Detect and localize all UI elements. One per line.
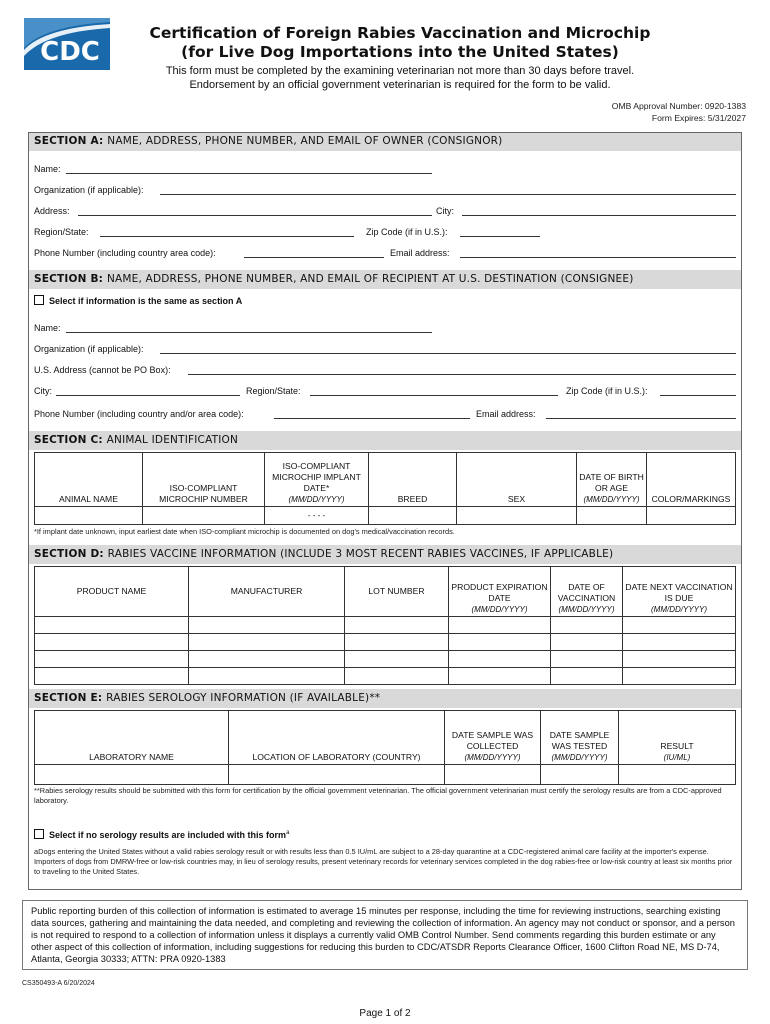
same-as-a-option[interactable] xyxy=(34,295,242,306)
vaccine-table-header xyxy=(35,567,736,617)
vaccine-cell[interactable] xyxy=(449,668,551,685)
col-vaccination-date xyxy=(551,567,623,617)
col-date-collected xyxy=(445,711,541,765)
serology-cell[interactable] xyxy=(35,765,229,785)
form-code: CS350493-A 6/20/2024 xyxy=(22,980,95,987)
col-expiration-date-label: PRODUCT EXPIRATION DATE xyxy=(451,582,548,603)
col-vaccination-date-label: DATE OF VACCINATION xyxy=(557,582,616,603)
vaccine-cell[interactable] xyxy=(623,617,736,634)
recipient-phone-label: Phone Number (including country and/or area code): xyxy=(34,409,244,419)
color-markings-cell[interactable] xyxy=(647,507,736,525)
col-manufacturer: MANUFACTURER xyxy=(189,567,345,617)
recipient-city-label: City: xyxy=(34,386,52,396)
recipient-organization-label: Organization (if applicable): xyxy=(34,344,144,354)
col-vaccination-date-format: (MM/DD/YYYY) xyxy=(558,605,615,614)
serology-cell[interactable] xyxy=(541,765,619,785)
vaccine-cell[interactable] xyxy=(623,651,736,668)
col-result-unit: (IU/ML) xyxy=(663,753,691,762)
section-c-heading xyxy=(28,431,742,450)
col-date-collected-label: DATE SAMPLE WAS COLLECTED xyxy=(451,730,534,751)
col-color-markings: COLOR/MARKINGS xyxy=(647,453,736,507)
form-expiration: Form Expires: 5/31/2027 xyxy=(651,113,746,123)
col-expiration-date xyxy=(449,567,551,617)
owner-region-label: Region/State: xyxy=(34,227,89,237)
vaccine-cell[interactable] xyxy=(345,617,449,634)
vaccine-cell[interactable] xyxy=(189,617,345,634)
col-breed: BREED xyxy=(369,453,457,507)
serology-cell[interactable] xyxy=(445,765,541,785)
section-d-heading xyxy=(28,545,742,564)
recipient-name-label: Name: xyxy=(34,323,61,333)
vaccine-cell[interactable] xyxy=(35,634,189,651)
section-a-title: NAME, ADDRESS, PHONE NUMBER, AND EMAIL OF OWNER (CONSIGNOR) xyxy=(107,135,503,147)
implant-date-cell[interactable]: - - - - xyxy=(265,507,369,525)
vaccine-cell[interactable] xyxy=(551,668,623,685)
owner-region-field[interactable] xyxy=(100,236,354,237)
omb-number: OMB Approval Number: 0920-1383 xyxy=(611,101,746,111)
serology-table-row xyxy=(35,765,736,785)
vaccine-table-row xyxy=(35,634,736,651)
col-dob-label: DATE OF BIRTH OR AGE xyxy=(579,472,644,493)
col-result-label: RESULT xyxy=(660,741,694,751)
col-expiration-date-format: (MM/DD/YYYY) xyxy=(471,605,528,614)
owner-name-field[interactable] xyxy=(66,173,432,174)
serology-cell[interactable] xyxy=(619,765,736,785)
serology-table-header xyxy=(35,711,736,765)
vaccine-cell[interactable] xyxy=(449,617,551,634)
vaccine-cell[interactable] xyxy=(345,634,449,651)
vaccine-cell[interactable] xyxy=(551,617,623,634)
section-b-prefix: SECTION B: xyxy=(34,273,104,285)
animal-table-row xyxy=(35,507,736,525)
vaccine-cell[interactable] xyxy=(623,634,736,651)
vaccine-cell[interactable] xyxy=(189,668,345,685)
section-b xyxy=(28,270,742,289)
vaccine-table-row xyxy=(35,651,736,668)
serology-table xyxy=(34,710,736,785)
cdc-logo xyxy=(24,18,110,70)
breed-cell[interactable] xyxy=(369,507,457,525)
col-product-name: PRODUCT NAME xyxy=(35,567,189,617)
section-d xyxy=(28,545,742,564)
col-laboratory-location: LOCATION OF LABORATORY (COUNTRY) xyxy=(229,711,445,765)
form-instructions xyxy=(100,64,700,92)
owner-address-field[interactable] xyxy=(78,215,432,216)
vaccine-cell[interactable] xyxy=(551,634,623,651)
instruction-line-2: Endorsement by an official government veterinarian is required for the form to be valid. xyxy=(189,79,611,91)
no-serology-label: Select if no serology results are included with this form xyxy=(49,830,287,840)
form-title xyxy=(120,24,680,62)
col-date-tested-label: DATE SAMPLE WAS TESTED xyxy=(549,730,610,751)
owner-zip-field[interactable] xyxy=(460,236,540,237)
section-e-prefix: SECTION E: xyxy=(34,692,103,704)
owner-address-label: Address: xyxy=(34,206,70,216)
quarantine-footnote: aDogs entering the United States without a valid rabies serology result or with results less than 0.5 IU/mL are subject to a 28-day quarantine at a CDC-registered animal care facility at the importer's expense. Importers of dogs from DMRW-free or low-risk countries may, in lieu of serology results, present veterinary records for veterinary services completed in the dog rabies-free or low-risk country at least six months prior to traveling to the United States. xyxy=(34,847,733,876)
vaccine-cell[interactable] xyxy=(189,651,345,668)
recipient-region-field[interactable] xyxy=(310,395,558,396)
col-laboratory-name: LABORATORY NAME xyxy=(35,711,229,765)
col-date-tested-format: (MM/DD/YYYY) xyxy=(551,753,608,762)
vaccine-cell[interactable] xyxy=(551,651,623,668)
animal-table-header xyxy=(35,453,736,507)
recipient-zip-field[interactable] xyxy=(660,395,736,396)
col-implant-date-label: ISO-COMPLIANT MICROCHIP IMPLANT DATE* xyxy=(272,461,361,493)
recipient-name-field[interactable] xyxy=(66,332,432,333)
vaccine-cell[interactable] xyxy=(449,651,551,668)
recipient-address-label: U.S. Address (cannot be PO Box): xyxy=(34,365,171,375)
section-c xyxy=(28,431,742,450)
section-e-title: RABIES SEROLOGY INFORMATION (IF AVAILABLE)** xyxy=(106,692,381,704)
col-date-tested xyxy=(541,711,619,765)
serology-cell[interactable] xyxy=(229,765,445,785)
recipient-email-field[interactable] xyxy=(546,418,736,419)
section-c-title: ANIMAL IDENTIFICATION xyxy=(106,434,239,446)
owner-email-field[interactable] xyxy=(460,257,736,258)
animal-name-cell[interactable] xyxy=(35,507,143,525)
same-as-a-checkbox[interactable] xyxy=(34,295,44,305)
col-implant-date xyxy=(265,453,369,507)
recipient-email-label: Email address: xyxy=(476,409,536,419)
recipient-city-field[interactable] xyxy=(56,395,240,396)
owner-city-label: City: xyxy=(436,206,454,216)
col-date-collected-format: (MM/DD/YYYY) xyxy=(464,753,521,762)
col-lot-number: LOT NUMBER xyxy=(345,567,449,617)
instruction-line-1: This form must be completed by the examining veterinarian not more than 30 days before travel. xyxy=(165,65,635,77)
owner-phone-label: Phone Number (including country area code): xyxy=(34,248,216,258)
no-serology-footnote-mark: a xyxy=(286,830,290,836)
implant-date-footnote: *If implant date unknown, input earliest date when ISO-compliant microchip is documented on dog's medical/vaccination records. xyxy=(34,527,455,536)
serology-footnote: **Rabies serology results should be submitted with this form for certification by the official government veterinarian. The official government veterinarian must certify the serology results are from a CDC-approved laboratory. xyxy=(34,786,722,805)
recipient-region-label: Region/State: xyxy=(246,386,301,396)
page-number: Page 1 of 2 xyxy=(359,1008,411,1019)
owner-organization-label: Organization (if applicable): xyxy=(34,185,144,195)
section-d-prefix: SECTION D: xyxy=(34,548,104,560)
col-next-vaccination-label: DATE NEXT VACCINATION IS DUE xyxy=(625,582,733,603)
col-sex: SEX xyxy=(457,453,577,507)
no-serology-checkbox[interactable] xyxy=(34,829,44,839)
section-e-heading xyxy=(28,689,742,708)
vaccine-table xyxy=(34,566,736,685)
vaccine-table-row xyxy=(35,617,736,634)
vaccine-cell[interactable] xyxy=(189,634,345,651)
vaccine-cell[interactable] xyxy=(35,668,189,685)
recipient-organization-field[interactable] xyxy=(160,353,736,354)
vaccine-cell[interactable] xyxy=(35,651,189,668)
vaccine-cell[interactable] xyxy=(345,651,449,668)
col-implant-date-format: (MM/DD/YYYY) xyxy=(288,495,345,504)
col-result xyxy=(619,711,736,765)
owner-organization-field[interactable] xyxy=(160,194,736,195)
section-b-title: NAME, ADDRESS, PHONE NUMBER, AND EMAIL OF RECIPIENT AT U.S. DESTINATION (CONSIGNEE) xyxy=(106,273,634,285)
col-dob-format: (MM/DD/YYYY) xyxy=(583,495,640,504)
vaccine-cell[interactable] xyxy=(345,668,449,685)
no-serology-option[interactable] xyxy=(34,829,289,840)
col-next-vaccination xyxy=(623,567,736,617)
owner-name-label: Name: xyxy=(34,164,61,174)
section-a xyxy=(28,132,742,151)
owner-zip-label: Zip Code (if in U.S.): xyxy=(366,227,448,237)
microchip-number-cell[interactable] xyxy=(143,507,265,525)
title-line-2: (for Live Dog Importations into the United States) xyxy=(181,43,619,61)
section-b-heading xyxy=(28,270,742,289)
col-microchip-number: ISO-COMPLIANT MICROCHIP NUMBER xyxy=(143,453,265,507)
col-next-vaccination-format: (MM/DD/YYYY) xyxy=(651,605,707,614)
recipient-address-field[interactable] xyxy=(188,374,736,375)
cdc-logo-text: CDC xyxy=(40,37,100,67)
title-line-1: Certification of Foreign Rabies Vaccination and Microchip xyxy=(149,24,651,42)
vaccine-cell[interactable] xyxy=(623,668,736,685)
omb-info xyxy=(612,100,746,124)
sex-cell[interactable] xyxy=(457,507,577,525)
same-as-a-label: Select if information is the same as section A xyxy=(49,296,243,306)
vaccine-cell[interactable] xyxy=(449,634,551,651)
owner-city-field[interactable] xyxy=(462,215,736,216)
vaccine-cell[interactable] xyxy=(35,617,189,634)
recipient-zip-label: Zip Code (if in U.S.): xyxy=(566,386,648,396)
burden-statement: Public reporting burden of this collection of information is estimated to average 15 minutes per response, including the time for reviewing instructions, searching existing data sources, gathering and maintaining the data needed, and completing and reviewing the collection of information. An agency may not conduct or sponsor, and a person is not required to respond to a collection of information unless it displays a currently valid OMB Control Number. Send comments regarding this burden estimate or any other aspect of this collection of information, including suggestions for reducing this burden to CDC/ATSDR Reports Clearance Officer, 1600 Clifton Road NE, MS D-74, Atlanta, Georgia 30333; ATTN: PRA 0920-1383 xyxy=(22,900,748,970)
vaccine-table-row xyxy=(35,668,736,685)
section-a-prefix: SECTION A: xyxy=(34,135,104,147)
col-dob xyxy=(577,453,647,507)
owner-phone-field[interactable] xyxy=(244,257,384,258)
section-d-title: RABIES VACCINE INFORMATION (INCLUDE 3 MOST RECENT RABIES VACCINES, IF APPLICABLE) xyxy=(107,548,614,560)
owner-email-label: Email address: xyxy=(390,248,450,258)
section-e xyxy=(28,689,742,708)
recipient-phone-field[interactable] xyxy=(274,418,470,419)
col-animal-name: ANIMAL NAME xyxy=(35,453,143,507)
section-c-prefix: SECTION C: xyxy=(34,434,103,446)
dob-cell[interactable] xyxy=(577,507,647,525)
animal-id-table xyxy=(34,452,736,525)
section-a-heading xyxy=(28,132,742,151)
